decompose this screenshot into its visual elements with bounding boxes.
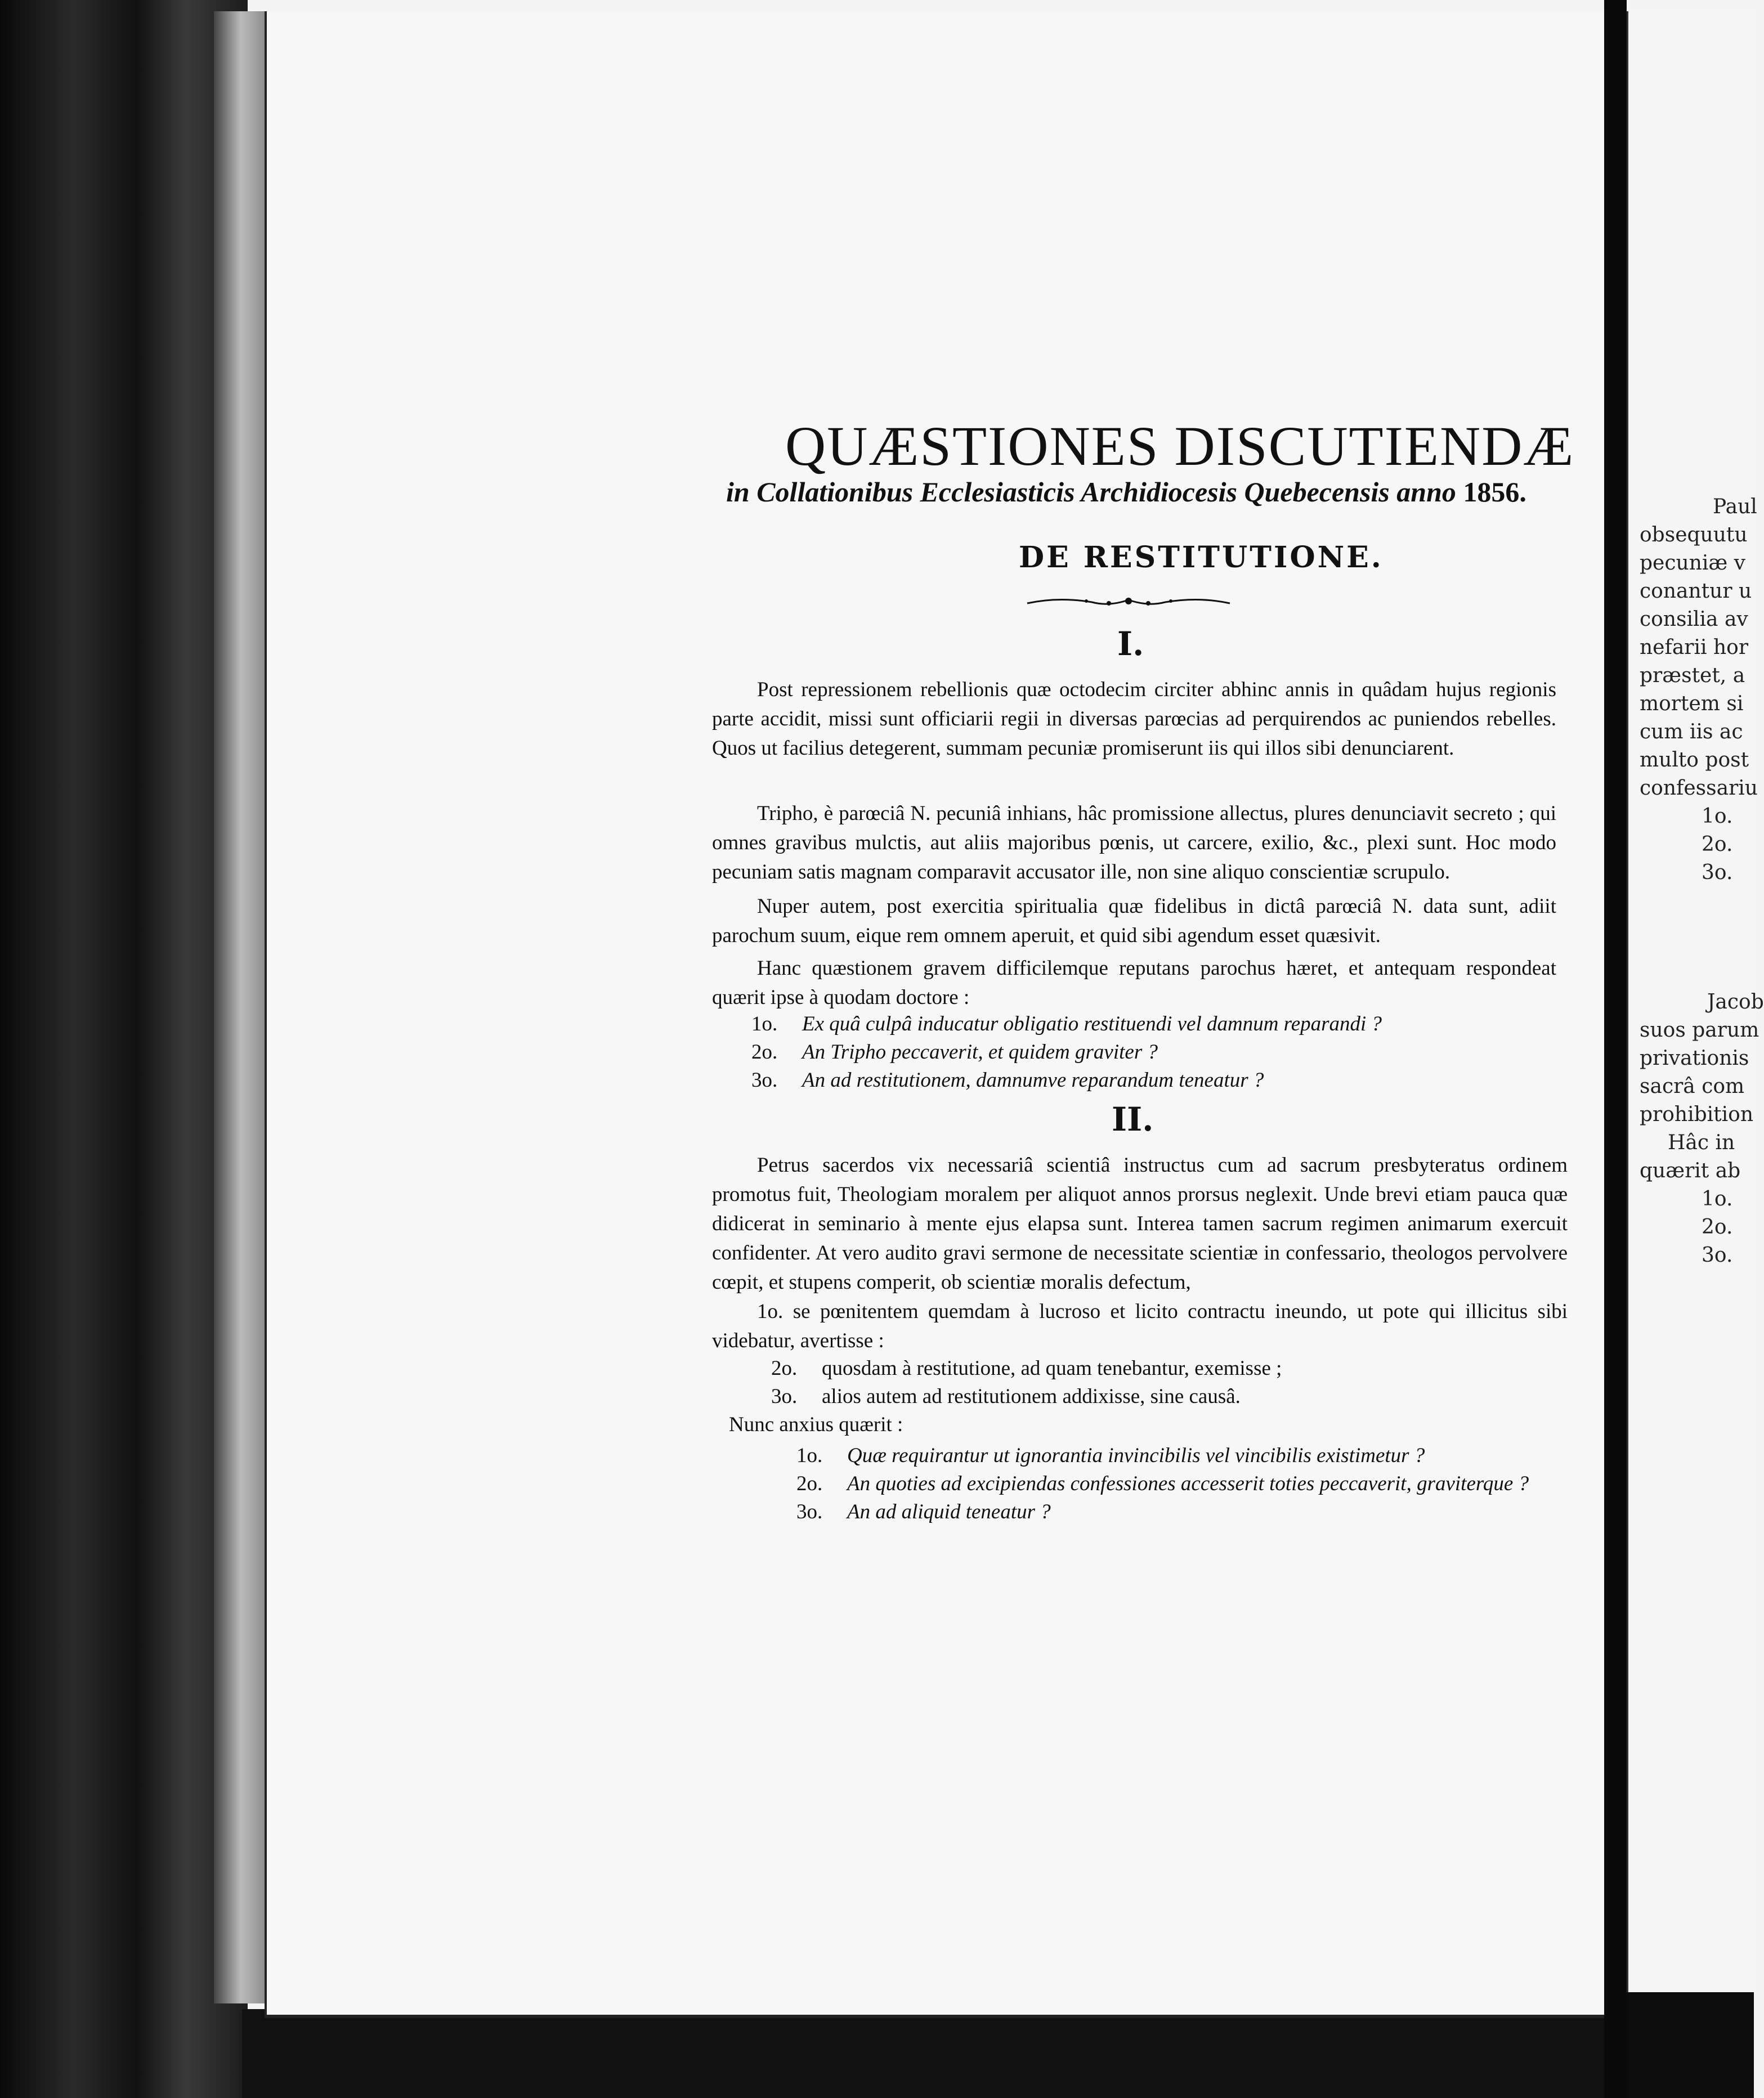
document-subtitle [726, 476, 1526, 508]
facing-line: præstet, a [1640, 664, 1745, 687]
section2-lead: Nunc anxius quærit : [729, 1413, 903, 1436]
question-text: An Tripho peccaverit, et quidem graviter ? [802, 1041, 1158, 1064]
question-number: 3o. [751, 1069, 778, 1092]
facing-line: 3o. [1702, 861, 1733, 884]
facing-line: confessariu [1640, 777, 1758, 800]
facing-line: Paul [1713, 495, 1757, 518]
facing-line: privationis [1640, 1047, 1749, 1070]
section2-question-1 [796, 1444, 1425, 1468]
facing-line: prohibition [1640, 1103, 1754, 1126]
facing-line: mortem si [1640, 692, 1744, 715]
question-number: 1o. [796, 1444, 823, 1467]
item-number: 2o. [771, 1357, 798, 1380]
question-text: An ad aliquid teneatur ? [847, 1500, 1051, 1523]
question-number: 1o. [751, 1012, 778, 1035]
facing-page [1627, 11, 1764, 1992]
facing-line: cum iis ac [1640, 720, 1743, 743]
page-gutter [1604, 0, 1627, 2098]
facing-line: Jacob [1707, 990, 1764, 1014]
section1-paragraph-1: Post repressionem rebellionis quæ octodecim circiter abhinc annis in quâdam hujus regionis parte accidit, missi sunt officiarii regii in diversas parœcias ad perquirendos ac puniendos rebelles. Quos ut facilius detegerent, summam pecuniæ promiserunt iis qui illos sibi denunciarent. [712, 678, 1556, 760]
facing-line: obsequutu [1640, 523, 1748, 546]
question-text: Ex quâ culpâ inducatur obligatio restituendi vel damnum reparandi ? [802, 1012, 1382, 1035]
section-numeral-1: I. [1117, 625, 1144, 663]
question-number: 2o. [751, 1041, 778, 1064]
facing-line: quærit ab [1640, 1159, 1741, 1182]
facing-line: 3o. [1702, 1244, 1733, 1267]
section1-question-1 [751, 1012, 1382, 1036]
facing-line: 2o. [1702, 1216, 1733, 1239]
document-title: QUÆSTIONES DISCUTIENDÆ [785, 415, 1575, 477]
facing-line: pecuniæ v [1640, 552, 1746, 575]
item-text: quosdam à restitutione, ad quam tenebantur, exemisse ; [822, 1357, 1282, 1380]
item-number: 1o. [757, 1300, 783, 1323]
section1-paragraph-2: Tripho, è parœciâ N. pecuniâ inhians, hâc promissione allectus, plures denunciavit secreto ; qui omnes gravibus mulctis, aut aliis majoribus pœnis, ut carcere, exilio, &c., plexi sunt. Hoc modo pecuniam satis magnam comparavit accusator ille, non sine aliquo conscientiæ scrupulo. [712, 802, 1556, 884]
facing-line: suos parum [1640, 1019, 1759, 1042]
subtitle-year: 1856. [1463, 476, 1526, 508]
section2-question-3 [796, 1500, 1051, 1524]
facing-line: Hâc in [1668, 1131, 1735, 1154]
facing-line: conantur u [1640, 580, 1752, 603]
question-text: Quæ requirantur ut ignorantia invincibilis vel vincibilis existimetur ? [847, 1444, 1425, 1467]
facing-page-bottom-shadow [1627, 1992, 1754, 2098]
facing-line: multo post [1640, 748, 1749, 772]
section1-paragraph-3: Nuper autem, post exercitia spiritualia quæ fidelibus in dictâ parœciâ N. data sunt, adiit parochum suum, eique rem omnem aperuit, et quid sibi agendum esset quæsivit. [712, 895, 1556, 947]
section1-question-2 [751, 1040, 1158, 1064]
section2-paragraph: Petrus sacerdos vix necessariâ scientiâ instructus cum ad sacrum presbyteratus ordinem promotus fuit, Theologiam moralem per aliquot annos prorsus neglexit. Unde brevi etiam pauca quæ didicerat in seminario à mente ejus elapsa sunt. Interea tamen sacrum regimen animarum exercuit confidenter. At vero audito gravi sermone de necessitate scientiæ in confessario, theologos pervolvere cœpit, et stupens comperit, ob scientiæ moralis defectum, [712, 1154, 1568, 1294]
facing-line: 1o. [1702, 805, 1733, 828]
item-text: se pœnitentem quemdam à lucroso et licito contractu ineundo, ut pote qui illicitus sibi videbatur, avertisse : [712, 1300, 1568, 1352]
facing-line: 2o. [1702, 833, 1733, 856]
bottom-shadow [242, 2009, 1638, 2098]
ornament-divider [1024, 591, 1233, 613]
section2-item-2 [771, 1356, 1282, 1380]
question-number: 2o. [796, 1472, 823, 1495]
facing-line: consilia av [1640, 608, 1748, 631]
section-heading: DE RESTITUTIONE. [1019, 540, 1384, 575]
section2-item-1 [712, 1297, 1568, 1356]
question-text: An ad restitutionem, damnumve reparandum teneatur ? [802, 1069, 1264, 1092]
facing-line: nefarii hor [1640, 636, 1749, 659]
item-number: 3o. [771, 1385, 798, 1408]
question-text: An quoties ad excipiendas confessiones accesserit toties peccaverit, graviterque ? [847, 1472, 1529, 1495]
section1-paragraph-4: Hanc quæstionem gravem difficilemque reputans parochus hæret, et antequam respondeat quærit ipse à quodam doctore : [712, 957, 1556, 1009]
section2-question-2 [796, 1472, 1529, 1496]
item-text: alios autem ad restitutionem addixisse, sine causâ. [822, 1385, 1241, 1408]
facing-line: 1o. [1702, 1187, 1733, 1211]
section1-question-3 [751, 1068, 1264, 1092]
question-number: 3o. [796, 1500, 823, 1523]
facing-line: sacrâ com [1640, 1075, 1745, 1098]
subtitle-text: in Collationibus Ecclesiasticis Archidiocesis Quebecensis anno [726, 476, 1456, 508]
section2-item-3 [771, 1384, 1241, 1409]
book-binding [0, 0, 248, 2098]
section-numeral-2: II. [1112, 1100, 1154, 1138]
